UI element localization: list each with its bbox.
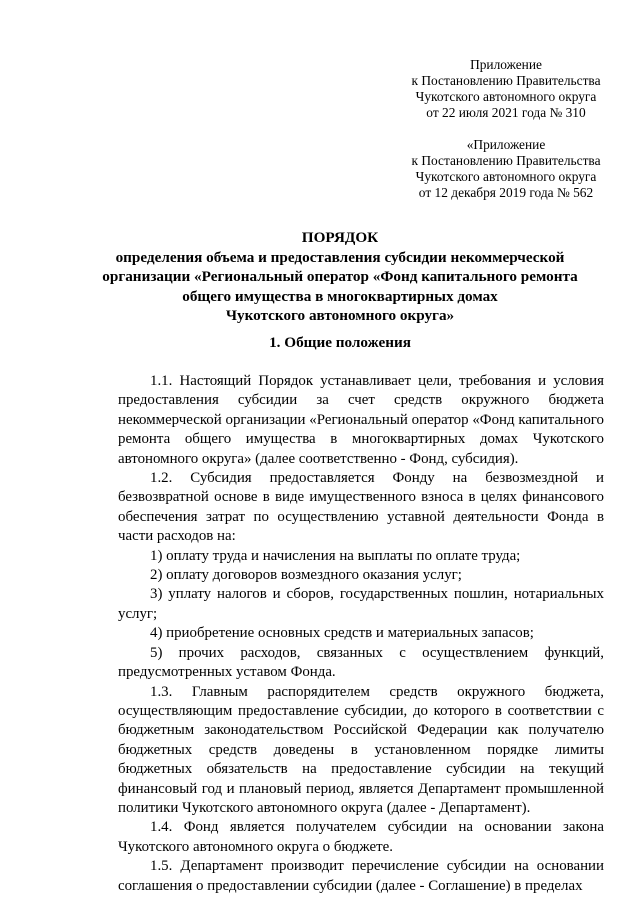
section-body [118, 372, 604, 896]
appendix-previous-line4: от 12 декабря 2019 года № 562 [418, 185, 594, 200]
appendix-current-line1: Приложение [470, 57, 542, 72]
document-title [60, 228, 620, 326]
appendix-previous-line1: «Приложение [466, 137, 546, 152]
list-item-5: 5) прочих расходов, связанных с осуществлением функций, предусмотренных уставом Фонда. [118, 644, 604, 681]
paragraph-1-1: 1.1. Настоящий Порядок устанавливает цели, требования и условия предоставления субсидии за счет средств окружного бюджета некоммерческой организации «Региональный оператор «Фонд капитального ремонта общего имущества в многоквартирных домах Чукотского автономного округа» (далее соответственно - Фонд, субсидия). [118, 373, 604, 467]
paragraph-1-3: 1.3. Главным распорядителем средств окружного бюджета, осуществляющим предоставление субсидии, до которого в соответствии с бюджетным законодательством Российской Федерации как получателю бюджетных средств доведены в установленном порядке лимиты бюджетных обязательств на предоставление субсидии на текущий финансовый год и плановый период, является Департамент промышленной политики Чукотского автономного округа (далее - Департамент). [118, 683, 604, 816]
paragraph-1-5: 1.5. Департамент производит перечисление субсидии на основании соглашения о предоставлении субсидии (далее - Соглашение) в пределах [118, 858, 604, 894]
appendix-previous-line2: к Постановлению Правительства [411, 153, 601, 168]
title-line5: Чукотского автономного округа» [225, 307, 455, 324]
title-line4: общего имущества в многоквартирных домах [182, 287, 498, 305]
paragraph-1-4: 1.4. Фонд является получателем субсидии на основании закона Чукотского автономного округа о бюджете. [118, 819, 604, 855]
title-line2: определения объема и предоставления субсидии некоммерческой [115, 248, 565, 266]
list-item-2: 2) оплату договоров возмездного оказания услуг; [150, 567, 462, 584]
appendix-current-line3: Чукотского автономного округа [415, 89, 597, 104]
appendix-current-line2: к Постановлению Правительства [411, 73, 601, 88]
appendix-current-line4: от 22 июля 2021 года № 310 [426, 105, 586, 120]
title-line3: организации «Региональный оператор «Фонд капитального ремонта [102, 268, 578, 285]
list-item-4: 4) приобретение основных средств и материальных запасов; [150, 625, 534, 642]
section-heading: 1. Общие положения [269, 334, 411, 351]
list-item-3: 3) уплату налогов и сборов, государственных пошлин, нотариальных услуг; [118, 586, 604, 622]
paragraph-1-2: 1.2. Субсидия предоставляется Фонду на безвозмездной и безвозвратной основе в виде имущественного взноса в целях финансового обеспечения затрат по осуществлению уставной деятельности Фонда в части расходов на: [118, 470, 604, 545]
appendix-previous-line3: Чукотского автономного округа [415, 169, 597, 184]
appendix-previous [380, 137, 632, 201]
title-line1: ПОРЯДОК [301, 229, 379, 246]
appendix-current [380, 57, 632, 121]
list-item-1: 1) оплату труда и начисления на выплаты по оплате труда; [150, 547, 521, 564]
